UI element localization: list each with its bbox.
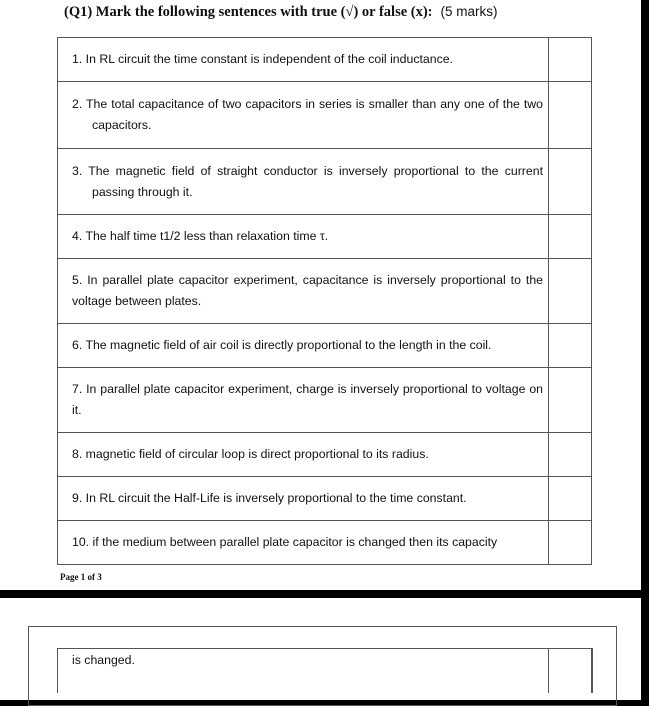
statement-text: is changed. [72, 653, 135, 667]
statement-text: 3. The magnetic field of straight conductor is inversely proportional to the current passing through it. [72, 163, 543, 199]
statement-cell [58, 521, 549, 564]
table-row [58, 649, 592, 693]
statement-cell [58, 149, 549, 214]
answer-cell[interactable] [549, 324, 592, 367]
statement-cell [58, 433, 549, 476]
answer-cell[interactable] [549, 433, 592, 476]
statement-cell [58, 38, 549, 81]
table-row [58, 368, 592, 433]
answer-cell[interactable] [549, 38, 592, 81]
statement-text: 6. The magnetic field of air coil is directly proportional to the length in the coil. [72, 338, 492, 352]
statement-cell [58, 477, 549, 520]
question-marks: (5 marks) [440, 4, 498, 19]
table-row [58, 477, 592, 521]
statement-text: 10. if the medium between parallel plate capacitor is changed then its capacity [72, 535, 498, 549]
table-row [58, 215, 592, 259]
statement-cell [58, 368, 549, 432]
table-row [58, 149, 592, 215]
answer-cell[interactable] [549, 82, 592, 148]
statements-table [57, 37, 592, 565]
table-row [58, 521, 592, 565]
answer-cell[interactable] [549, 215, 592, 258]
table-row [58, 433, 592, 477]
statement-text: 7. In parallel plate capacitor experiment, charge is inversely proportional to voltage on it. [72, 382, 543, 417]
table-row [58, 259, 592, 324]
statement-text: 9. In RL circuit the Half-Life is inversely proportional to the time constant. [72, 491, 467, 505]
statement-text: 5. In parallel plate capacitor experiment, capacitance is inversely proportional to the voltage between plates. [72, 273, 543, 308]
answer-cell[interactable] [549, 521, 592, 564]
statement-text: 4. The half time t1/2 less than relaxation time τ. [72, 229, 329, 243]
answer-cell[interactable] [549, 368, 592, 432]
page-2 [0, 598, 641, 700]
answer-cell[interactable] [549, 649, 592, 693]
question-heading [64, 4, 498, 21]
statement-cell [58, 649, 549, 693]
answer-cell[interactable] [549, 259, 592, 323]
statement-text: 2. The total capacitance of two capacitors in series is smaller than any one of the two capacitors. [72, 97, 543, 132]
page-footer: Page 1 of 3 [60, 572, 102, 582]
table-row [58, 324, 592, 368]
answer-cell[interactable] [549, 149, 592, 214]
answer-cell[interactable] [549, 477, 592, 520]
question-prefix: (Q1) Mark the following sentences with true (√) or false (x): [64, 4, 433, 20]
table-row [58, 82, 592, 149]
table-row [58, 38, 592, 82]
continuation-table [57, 648, 593, 693]
statement-cell [58, 82, 549, 148]
statement-cell [58, 215, 549, 258]
statement-text: 8. magnetic field of circular loop is direct proportional to its radius. [72, 447, 429, 461]
statement-cell [58, 324, 549, 367]
statement-cell [58, 259, 549, 323]
statement-text: 1. In RL circuit the time constant is independent of the coil inductance. [72, 52, 453, 66]
